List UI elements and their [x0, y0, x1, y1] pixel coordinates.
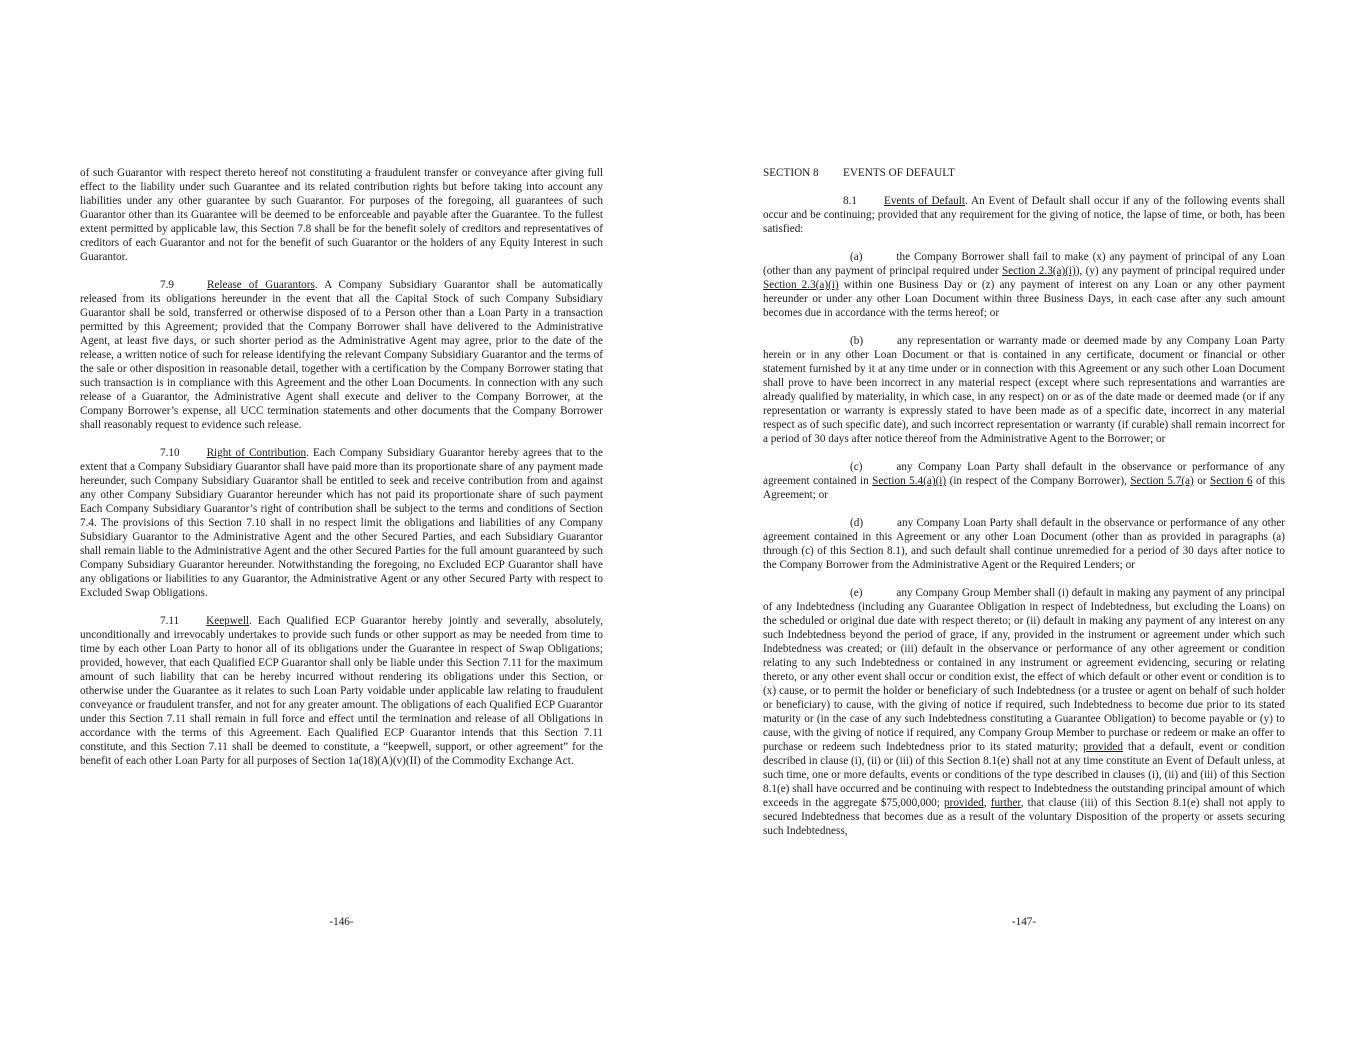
section-7-10-title: Right of Contribution — [206, 447, 307, 459]
provided-term-2: provided — [944, 797, 984, 809]
section-7-10-paragraph — [80, 446, 603, 600]
clause-a-label: (a) — [850, 251, 863, 263]
left-page — [80, 0, 603, 1055]
section-7-9-paragraph — [80, 278, 603, 432]
section-8-heading — [763, 166, 1285, 180]
page-number-147: -147- — [1011, 916, 1037, 928]
clause-b-label: (b) — [850, 335, 864, 347]
section-6-ref: Section 6 — [1209, 475, 1253, 487]
right-page — [763, 0, 1285, 1055]
right-page-content — [763, 166, 1285, 852]
clause-c-paragraph: (c) any Company Loan Party shall default in the observance or performance of any agreement contained in Section 5.4(a)(i) (in respect of the Company Borrower), Section 5.7(a) or Section 6 of this Agreement; or — [763, 461, 1285, 501]
section-8-1-paragraph — [763, 194, 1285, 236]
clause-e-paragraph: (e) any Company Group Member shall (i) default in making any payment of any principal of any Indebtedness (including any Guarantee Obligation in respect of Indebtedness, but excluding the Loans) on the scheduled or original due date with respect thereto; or (ii) default in making any payment of any interest on any such Indebtedness beyond the period of grace, if any, provided in the instrument or agreement under which such Indebtedness was created; or (iii) default in the observance or performance of any other agreement or condition relating to any such Indebtedness or contained in any instrument or agreement evidencing, securing or relating thereto, or any other event shall occur or condition exist, the effect of which default or other event or condition is to (x) cause, or to permit the holder or beneficiary of such Indebtedness (or a trustee or agent on behalf of such holder or beneficiary) to cause, with the giving of notice if required, such Indebtedness to become due prior to its stated maturity or (in the case of any such Indebtedness constituting a Guarantee Obligation) to become payable or (y) to cause, with the giving of notice if required, any Company Group Member to purchase or redeem or make an offer to purchase or redeem such Indebtedness prior to its stated maturity; provided that a default, event or condition described in clause (i), (ii) or (iii) of this Section 8.1(e) shall not at any time constitute an Event of Default unless, at such time, one or more defaults, events or conditions of the type described in clauses (i), (ii) and (iii) of this Section 8.1(e) shall have occurred and be continuing with respect to Indebtedness the outstanding principal amount of which exceeds in the aggregate $75,000,000; provided, further, that clause (iii) of this Section 8.1(e) shall not apply to secured Indebtedness that becomes due as a result of the voluntary Disposition of the property or assets securing such Indebtedness, — [763, 587, 1285, 837]
section-2-3-a-i-ref: Section 2.3(a)(i) — [1001, 265, 1076, 277]
section-7-11-number: 7.11 — [160, 615, 180, 627]
clause-d-paragraph: (d) any Company Loan Party shall default in the observance or performance of any other agreement contained in this Agreement or any other Loan Document (other than as provided in paragraphs (a) through (c) of this Section 8.1), and such default shall continue unremedied for a period of 30 days after notice to the Company Borrower from the Administrative Agent or the Required Lenders; or — [763, 517, 1285, 571]
section-7-11-body: . Each Qualified ECP Guarantor hereby jointly and severally, absolutely, unconditionally and irrevocably undertakes to provide such funds or other support as may be needed from time to time by each other Loan Party to honor all of its obligations under the Guarantee in respect of Swap Obligations; provided, however, that each Qualified ECP Guarantor shall only be liable under this Section 7.11 for the maximum amount of such liability that can be hereby incurred without rendering its obligations under this Section, or otherwise under the Guarantee as it relates to such Loan Party voidable under applicable law relating to fraudulent conveyance or fraudulent transfer, and not for any greater amount. The obligations of each Qualified ECP Guarantor under this Section 7.11 shall remain in full force and effect until the termination and release of all Obligations in accordance with the terms of this Agreement. Each Qualified ECP Guarantor intends that this Section 7.11 constitute, and this Section 7.11 shall be deemed to constitute, a “keepwell, support, or other agreement” for the benefit of each other Loan Party for all purposes of Section 1a(18)(A)(v)(II) of the Commodity Exchange Act. — [80, 615, 603, 767]
section-7-10-body: . Each Company Subsidiary Guarantor hereby agrees that to the extent that a Company Subsidiary Guarantor shall have paid more than its proportionate share of any payment made hereunder, such Company Subsidiary Guarantor shall be entitled to seek and receive contribution from and against any other Company Subsidiary Guarantor hereunder which has not paid its proportionate share of such payment Each Company Subsidiary Guarantor’s right of contribution shall be subject to the terms and conditions of Section 7.4. The provisions of this Section 7.10 shall in no respect limit the obligations and liabilities of any Company Subsidiary Guarantor to the Administrative Agent and the other Secured Parties, and each Subsidiary Guarantor shall remain liable to the Administrative Agent and the other Secured Parties for the full amount guaranteed by such Company Subsidiary Guarantor hereunder. Notwithstanding the foregoing, no Excluded ECP Guarantor shall have any obligations or liabilities to any Guarantor, the Administrative Agent or any other Secured Party with respect to Excluded Swap Obligations. — [80, 447, 603, 599]
clause-e-label: (e) — [850, 587, 863, 599]
section-2-3-a-i-ref-2: Section 2.3(a)(i) — [763, 279, 839, 291]
clause-c-label: (c) — [850, 461, 863, 473]
clause-d-label: (d) — [850, 517, 864, 529]
guarantor-limitation-paragraph: of such Guarantor with respect thereto hereof not constituting a fraudulent transfer or conveyance after giving full effect to the liability under such Guarantee and its related contribution rights but before taking into account any liabilities under any other guarantee by such Guarantor. For purposes of the foregoing, all guarantees of such Guarantor other than its Guarantee will be deemed to be enforceable and payable after the Guarantee. To the fullest extent permitted by applicable law, this Section 7.8 shall be for the benefit solely of creditors and representatives of creditors of each Guarantor and not for the benefit of such Guarantor or the holders of any Equity Interest in such Guarantor. — [80, 167, 603, 263]
clause-b-paragraph: (b) any representation or warranty made or deemed made by any Company Loan Party herein or in any other Loan Document or that is contained in any certificate, document or financial or other statement furnished by it at any time under or in connection with this Agreement or any such other Loan Document shall prove to have been incorrect in any material respect (except where such representations and warranties are already qualified by materiality, in which case, in any respect) on or as of the date made or deemed made (or if any representation or warranty is expressly stated to have been made as of a specific date, incorrect in any material respect as of such specific date), and such incorrect representation or warranty (if curable) shall remain incorrect for a period of 30 days after notice thereof from the Administrative Agent to the Borrower; or — [763, 335, 1285, 445]
section-8-1-title: Events of Default — [883, 195, 965, 207]
section-8-number: SECTION 8 — [763, 167, 819, 179]
section-7-11-title: Keepwell — [206, 615, 250, 627]
section-8-1-body: . An Event of Default shall occur if any of the following events shall occur and be continuing; provided that any requirement for the giving of notice, the lapse of time, or both, has been satisfied: — [763, 195, 1285, 235]
section-7-9-number: 7.9 — [160, 279, 174, 291]
section-7-9-title: Release of Guarantors — [206, 279, 315, 291]
section-8-1-number: 8.1 — [843, 195, 857, 207]
page-number-146: -146- — [329, 916, 354, 928]
left-page-content — [80, 166, 603, 782]
provided-term: provided — [1083, 741, 1123, 753]
section-7-10-number: 7.10 — [160, 447, 180, 459]
further-term: further — [990, 797, 1021, 809]
section-7-11-paragraph — [80, 614, 603, 768]
section-5-4-a-i-ref: Section 5.4(a)(i) — [872, 475, 947, 487]
section-5-7-a-ref: Section 5.7(a) — [1130, 475, 1194, 487]
clause-a-paragraph: (a) the Company Borrower shall fail to make (x) any payment of principal of any Loan (other than any payment of principal required under Section 2.3(a)(i)), (y) any payment of principal required under Section 2.3(a)(i) within one Business Day or (z) any payment of interest on any Loan or any other payment hereunder or under any other Loan Document within three Business Days, in each case after any such amount becomes due in accordance with the terms hereof; or — [763, 251, 1285, 319]
section-7-9-body: . A Company Subsidiary Guarantor shall be automatically released from its obligations hereunder in the event that all the Capital Stock of such Company Subsidiary Guarantor shall be sold, transferred or otherwise disposed of to a Person other than a Loan Party in a transaction permitted by this Agreement; provided that the Company Borrower shall have delivered to the Administrative Agent, at least five days, or such shorter period as the Administrative Agent may agree, prior to the date of the release, a written notice of such for release identifying the relevant Company Subsidiary Guarantor and the terms of the sale or other disposition in reasonable detail, together with a certification by the Company Borrower stating that such transaction is in compliance with this Agreement and the other Loan Documents. In connection with any such release of a Guarantor, the Administrative Agent shall execute and deliver to the Company Borrower, at the Company Borrower’s expense, all UCC termination statements and other documents that the Company Borrower shall reasonably request to evidence such release. — [80, 279, 603, 431]
section-8-title: EVENTS OF DEFAULT — [843, 167, 955, 179]
